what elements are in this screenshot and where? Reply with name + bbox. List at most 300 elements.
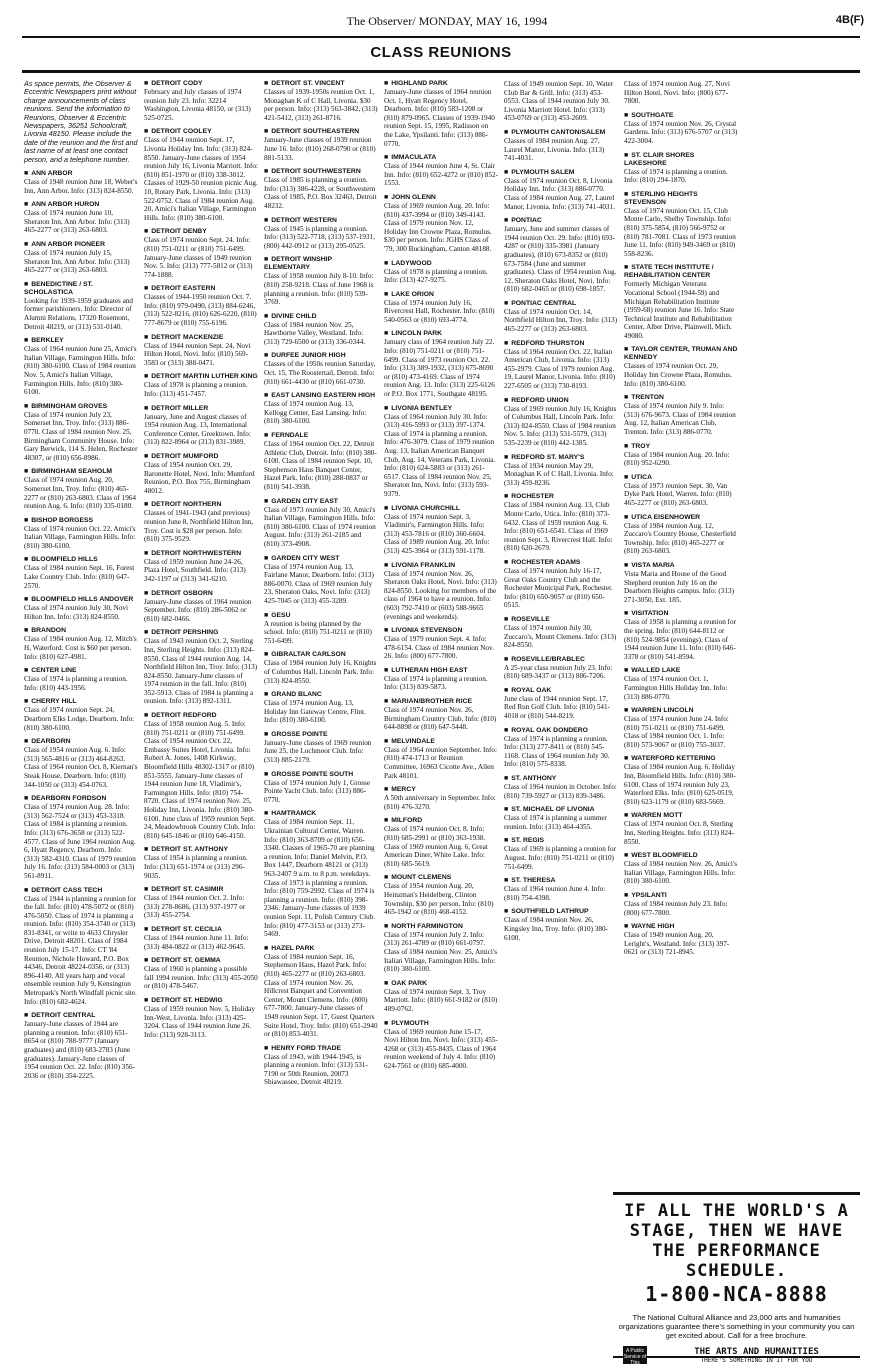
reunion-entry (24, 795, 138, 880)
top-rule (22, 36, 860, 38)
reunion-details: Looking for 1939-1959 graduates and former parishioners. Info: Director of Alumni Relations, 17320 Rosemont, Detroit 48219, or (313) 531-0140. (24, 296, 133, 331)
reunion-details: A reunion is being planned by the school. Info: (810) 751-0211 or (810) 751-6499. (264, 619, 372, 645)
school-name: ■ DETROIT CODY (144, 80, 258, 88)
reunion-entry (504, 169, 618, 211)
school-name: ■ HAMTRAMCK (264, 810, 378, 818)
reunion-details: Class of 1969 reunion June 15-17, Novi Hilton Inn, Novi. Info: (313) 455-4268 or (313) 455-8435. Class of 1964 reunion weekend of July 4. Info: (810) 624-7561 or (810) 685-4000. (384, 1027, 498, 1070)
school-name: ■ GARDEN CITY WEST (264, 555, 378, 563)
reunion-details: Class of 1954 reunion Aug. 20, Heinzman's Heidelberg, Clinton Township, $30 per person. Info: (810) 465-1942 or (810) 468-4152. (384, 882, 494, 917)
reunion-details: Class of 1974 reunion Sept. 24. Info: (810) 751-0211 or (810) 751-6499. January-June classes of 1949 reunion Nov. 5. Info: (313) 777-5812 or (313) 774-1888. (144, 236, 253, 279)
school-name: ■ DETROIT ST. HEDWIG (144, 997, 258, 1005)
reunion-entry (504, 129, 618, 163)
reunion-details: Class of 1974 is planning a reunion. Info: (313) 277-8411 or (810) 545-1168. Class of 1964 reunion July 30. Info: (810) 575-8338. (504, 734, 610, 769)
reunion-entry (624, 755, 738, 806)
reunion-entry (264, 432, 378, 492)
reunion-entry (24, 170, 138, 195)
reunion-entry (504, 775, 618, 800)
school-name: ■ DETROIT DENBY (144, 228, 258, 236)
reunion-details: Class of 1984 reunion Aug. 12, Zuccaro's Country House, Chesterfield Township. Info: (810) 465-2277 or (810) 263-6803. (624, 521, 736, 556)
reunion-entry (504, 300, 618, 334)
reunion-details: Class of 1974 reunion July 16, Rivercrest Hall, Rochester. Info: (810) 540-0563 or (810) 693-4774. (384, 298, 495, 324)
reunion-details: Class of 1974 is planning a reunion. Info: (810) 443-1956. (24, 675, 128, 692)
reunion-details: Class of 1969 reunion Aug. 20. Info: (810) 437-3994 or (810) 349-4143. Class of 1979 reunion Nov. 12, Holiday Inn Crowne Plaza, Romulus. $30 per person. Info: JGHS Class of '79, 300 Buckingham, Canton 48188. (384, 201, 492, 253)
ad-footer (613, 1346, 860, 1372)
ad-body: The National Cultural Alliance and 23,000 arts and humanities organizations guarantee there's something in your community you can get excited about. Call for a free brochure. (618, 1313, 855, 1340)
paper-dateline: The Observer/ MONDAY, MAY 16, 1994 (346, 14, 548, 28)
reunion-entry (504, 806, 618, 831)
reunion-details: Class of 1974 reunion Oct. 22, Amici's Italian Village, Farmington Hills. Info: (810) 380-6100. (24, 524, 136, 550)
reunion-details: Class of 1974 reunion Aug. 28. Info: (313) 562-7524 or (313) 453-3318. Class of 1984 is planning a reunion. Info: (313) 676-3658 or (313) 522-4577. Class of June 1964 reunion Aug. 6, Hyatt Regency, Dearborn. Info: (313) 582-4310. Class of 1979 reunion July 16. Info: (313) 584-0003 or (313) 561-8911. (24, 803, 136, 880)
reunion-entry (624, 443, 738, 468)
reunion-entry (504, 656, 618, 681)
reunion-entry (144, 334, 258, 368)
school-name: ■ BLOOMFIELD HILLS (24, 556, 138, 564)
reunion-details: Class of 1969 is planning a reunion for August. Info: (810) 751-0211 or (810) 751-6499. (504, 845, 616, 871)
ad-logo: A Public Service of This Publication (623, 1348, 648, 1372)
reunion-details: Class of 1974 is planning a reunion. Info: (313) 839-5873. (384, 674, 488, 692)
reunion-entry (144, 405, 258, 447)
school-name: ■ UTICA EISENHOWER (624, 514, 738, 522)
reunion-entry (384, 505, 498, 556)
reunion-details: Class of 1973 reunion July 30, Amici's Italian Village, Farmington Hills. Info: (810) 380-6100. Class of 1974 reunion August. Info: (313) 261-2185 and (810) 373-4908. (264, 505, 376, 548)
school-name: ■ TROY (624, 443, 738, 451)
reunion-entry (504, 454, 618, 488)
reunion-entry (24, 738, 138, 789)
reunion-details: Class of 1964 reunion Oct. 22, Italian American Club, Livonia. Info: (313) 455-2979. Class of 1979 reunion Aug. 19, Laurel Manor, Livonia. Info: (810) 227-6505 or (313) 730-8193. (504, 347, 616, 391)
reunion-details: Class of 1964 reunion September. Info: (810) 474-1713 or Reunion Committee, 16963 Cicotte Ave., Allen Park 48101. (384, 745, 497, 780)
school-name: ■ PONTIAC (504, 217, 618, 225)
reunion-details: Class of 1974 reunion July 2. Info: (313) 261-4789 or (810) 661-0797. Class of 1984 reunion Nov. 25, Amici's Italian Village, Farmington Hills. Info: (810) 380-6100. (384, 930, 498, 974)
school-name: ■ LADYWOOD (384, 260, 498, 268)
reunion-entry (264, 168, 378, 210)
reunion-details: Class of 1949 reunion Aug. 20, Leright's, Westland. Info: (313) 397-0621 or (313) 721-8945. (624, 931, 730, 957)
reunion-entry (144, 629, 258, 706)
reunion-entry (504, 217, 618, 294)
reunion-entry (144, 373, 258, 398)
ad-phone: 1-800-NCA-8888 (645, 1282, 828, 1306)
ad-headline: IF ALL THE WORLD'S A STAGE, THEN WE HAVE THE PERFORMANCE SCHEDULE. (624, 1201, 849, 1281)
reunion-details: Class of 1954 is planning a reunion. Info: (313) 651-1974 or (313) 296-9035. (144, 854, 248, 880)
school-name: ■ BLOOMFIELD HILLS ANDOVER (24, 596, 138, 604)
reunion-details: Class of 1974 reunion Aug. 13, Holiday Inn Gateway Centre, Flint. Info: (810) 380-6100. (264, 699, 366, 725)
reunion-entry (24, 887, 138, 1007)
school-name: ■ IMMACULATA (384, 154, 498, 162)
reunion-details: Classes of 1974 reunion Oct. 29, Holiday Inn Crowne Plaza, Romulus. Info: (810) 380-6100. (624, 362, 732, 388)
reunion-details: Class of 1969 reunion July 16, Knights of Columbus Hall, Lincoln Park. Info: (313) 824-8550. Class of 1984 reunion Nov. 5. Info: (313) 531-5579, (313) 535-2239 or (810) 442-1385. (504, 404, 617, 447)
reunion-entry (264, 691, 378, 725)
reunion-entry (384, 405, 498, 499)
reunion-entry (384, 923, 498, 974)
reunion-details: Class of 1974 reunion Nov. 26, Birmingham Country Club. Info: (810) 644-8898 or (810) 647-5448. (384, 706, 497, 732)
section-headline: CLASS REUNIONS (370, 44, 512, 61)
reunion-entry (624, 394, 738, 436)
reunion-entry (264, 217, 378, 251)
reunion-details: Class of 1974 reunion July 9. Info: (313) 676-9673. Class of 1984 reunion Aug. 12, Italian American Club, Trenton. Info: (313) 886-0770. (624, 402, 736, 437)
reunion-entry (144, 926, 258, 951)
school-name: ■ DETROIT REDFORD (144, 712, 258, 720)
reunion-details: Class of 1984 reunion Sept. 16, Forest Lake Country Club. Info: (810) 647-2570. (24, 564, 135, 590)
reunion-entry (504, 559, 618, 610)
reunion-details: Classes of 1941-1943 (and previous) reunion June 8, Northfield Hilton Inn, Troy. Cost is $28 per person. Info: (810) 375-9529. (144, 509, 254, 544)
reunion-details: Class of 1984 reunion Nov. 26, Kingsley Inn, Troy. Info: (810) 380-6100. (504, 916, 608, 942)
column-4 (384, 80, 498, 1355)
school-name: ■ LINCOLN PARK (384, 330, 498, 338)
school-name: ■ DETROIT CENTRAL (24, 1012, 138, 1020)
column-1 (24, 80, 138, 1355)
reunion-details: Class of 1974 reunion Oct. 1, Farmington Hills Holiday Inn. Info: (313) 886-0770. (624, 675, 728, 701)
reunion-entry (384, 817, 498, 868)
school-name: ■ ROCHESTER ADAMS (504, 559, 618, 567)
school-name: ■ TRENTON (624, 394, 738, 402)
reunion-entry (624, 852, 738, 886)
reunion-entry (384, 154, 498, 188)
reunion-details: Class of 1974 reunion July 30, Zuccaro's, Mount Clemens. Info: (313) 824-8550. (504, 623, 617, 650)
reunion-entry (264, 80, 378, 122)
reunion-details: Class of 1974 is planning a summer reunion. Info: (313) 464-4355. (504, 814, 608, 831)
reunion-entry (264, 128, 378, 162)
reunion-entry (144, 285, 258, 327)
school-name: ■ DETROIT SOUTHEASTERN (264, 128, 378, 136)
reunion-details: Class of 1949 reunion Sept. 10, Water Club Bar & Grill. Info: (313) 453-0553. Class of 1944 reunion July 30. Livonia Marriott Hotel. Info: (313) 453-0769 or (313) 453-2609. (504, 80, 614, 123)
column-5 (504, 80, 618, 1355)
reunion-details: Class of 1943 reunion Oct. 2, Sterling Inn, Sterling Heights. Info: (313) 824-8550. Class of 1944 reunion Aug. 14, Northfield Hilton Inn, Troy. Info: (313) 824-8550. January-June classes of 1974 reunion in the fall. Info: (810) 352-5913. Class of 1984 is planning a reunion. Info: (313) 892-1311. (144, 637, 258, 706)
reunion-details: Class of 1974 reunion Sept. 24, Dearborn Elks Lodge, Dearborn. Info: (810) 380-6100. (24, 706, 135, 732)
school-name: ■ PONTIAC CENTRAL (504, 300, 618, 308)
school-name: ■ OAK PARK (384, 980, 498, 988)
reunion-entry (504, 908, 618, 942)
reunion-entry (24, 517, 138, 551)
reunion-details: Class of 1974 reunion Sept. 3, Vladimir's, Farmington Hills. Info: (313) 453-7816 or (810) 360-6604. Class of 1989 reunion Aug. 20. Info: (313) 425-3964 or (313) 591-1178. (384, 512, 490, 555)
reunion-entry (624, 80, 738, 106)
reunion-details: Class of 1944 reunion June 11. Info: (313) 484-0822 or (313) 462-9645. (144, 933, 249, 951)
reunion-details: Class of 1974 reunion Oct. 14, Northfield Hilton Inn, Troy. Info: (313) 465-2277 or (313) 263-6803. (504, 307, 618, 334)
school-name: ■ GESU (264, 612, 378, 620)
school-name: ■ HIGHLAND PARK (384, 80, 498, 88)
reunion-entry (144, 957, 258, 991)
school-name: ■ DETROIT NORTHERN (144, 501, 258, 509)
reunion-details: Class of 1954 reunion Aug. 6. Info: (313) 565-4816 or (313) 464-8263. Class of 1964 reunion Oct. 8, Kiernan's Steak House, Dearborn. Info: (810) 344-1050 or (313) 454-0763. (24, 746, 138, 789)
reunion-entry (144, 590, 258, 624)
reunion-details: Class of 1959 reunion Nov. 5, Holiday Inn-West, Livonia. Info: (313) 425-3204. Class of 1944 reunion June 26. Info: (313) 928-3113. (144, 1004, 255, 1039)
reunion-entry (264, 313, 378, 347)
school-name: ■ NORTH FARMINGTON (384, 923, 498, 931)
reunion-details: January, June and summer classes of 1944 reunion Oct. 29. Info: (810) 693-4287 or (810) 335-3981 (January graduates), (810) 673-8352 or (810) 673-7584 (June and summer graduates). Class of 1954 reunion Aug. 12, Sheraton Oaks Hotel, Novi. Info: (810) 682-0465 or (810) 698-1857. (504, 225, 617, 294)
reunion-details: Classes of 1944-1950 reunion Oct. 7. Info: (810) 979-0490, (313) 884-6246, (313) 522-8216, (810) 626-6220, (810) 777-8679 or (810) 755-6196. (144, 293, 257, 328)
reunion-entry (624, 514, 738, 556)
reunion-entry (624, 610, 738, 661)
school-name: ■ MARIAN/BROTHER RICE (384, 698, 498, 706)
reunion-entry (264, 771, 378, 805)
school-name: ■ DETROIT ST. ANTHONY (144, 846, 258, 854)
school-name: ■ BERKLEY (24, 337, 138, 345)
reunion-details: Class of 1944 reunion June 4, St. Clair Inn. Info: (810) 652-4272 or (810) 852-1553. (384, 162, 498, 188)
school-name: ■ ANN ARBOR (24, 170, 138, 178)
reunion-details: Class of 1974 reunion July 23, Somerset Inn, Troy. Info: (313) 886-0770. Class of 1984 reunion Nov. 25, Birmingham Community House. Info: Gary Berwick, 114 S. Helen, Rochester 48307, or (810) 656-8986. (24, 410, 138, 462)
school-name: ■ DETROIT MUMFORD (144, 453, 258, 461)
reunion-details: Class of 1974 reunion June 24. Info: (810) 751-0211 or (810) 751-6499. Class of 1984 reunion Oct. 1. Info: (810) 573-9067 or (810) 755-3037. (624, 715, 729, 749)
school-name: ■ CHERRY HILL (24, 698, 138, 706)
reunion-details: Class of 1974 reunion Aug. 27, Novi Hilton Hotel, Novi. Info: (800) 677-7800. (624, 80, 730, 106)
school-name: ■ FERNDALE (264, 432, 378, 440)
reunion-details: Class of 1944 reunion Sept. 24, Novi Hilton Hotel, Novi. Info: (810) 569-3583 or (313) 388-0471. (144, 341, 251, 367)
reunion-entry (264, 352, 378, 386)
school-name: ■ DETROIT MARTIN LUTHER KING (144, 373, 258, 381)
arts-advertisement (613, 1192, 860, 1372)
reunion-details: Class of 1974 reunion June 10, Sheraton Inn, Ann Arbor. Info: (313) 465-2277 or (313) 263-6803. (24, 209, 130, 235)
school-name: ■ DEARBORN FORDSON (24, 795, 138, 803)
reunion-entry (24, 201, 138, 235)
reunion-details: Class of 1944 reunion Oct. 2. Info: (313) 278-8686, (313) 937-1977 or (313) 455-2754. (144, 894, 246, 920)
school-name: ■ BRANDON (24, 627, 138, 635)
reunion-details: January-June classes of 1944 are planning a reunion. Info: (810) 651-8654 or (810) 788-9777 (January graduates) and (810) 683-2783 (June graduates). January-June classes of 1954 reunion Oct. 22. Info: (810) 356-2036 or (810) 354-2225. (24, 1020, 135, 1080)
school-name: ■ ST. MICHAEL OF LIVONIA (504, 806, 618, 814)
school-name: ■ DETROIT EASTERN (144, 285, 258, 293)
reunion-details: Class of 1985 is planning a reunion. Info: (313) 386-4228, or Southwestern Class of 1985, P.O. Box 32463, Detroit 48232. (264, 176, 377, 210)
reunion-columns (24, 80, 860, 1355)
reunion-details: Class of 1934 reunion May 29, Monaghan K of C Hall, Livonia. Info: (313) 459-8236. (504, 461, 614, 487)
reunion-entry (504, 877, 618, 902)
school-name: ■ ANN ARBOR HURON (24, 201, 138, 209)
reunion-details: Class of 1984 reunion July 16, Knights of Columbus Hall, Lincoln Park. Info: (313) 824-8550. (264, 659, 377, 685)
reunion-details: Class of 1974 reunion Oct. 8, Sterling Inn, Sterling Heights. Info: (313) 824-8550. (624, 820, 734, 846)
headline-rule (22, 70, 860, 73)
reunion-details: Class of 1974 reunion Sept. 3, Troy Marriott. Info: (810) 661-9182 or (810) 489-0762. (384, 987, 498, 1013)
reunion-entry (624, 667, 738, 701)
school-name: ■ DETROIT ST. CASIMIR (144, 886, 258, 894)
school-name: ■ DETROIT WINSHIP ELEMENTARY (264, 256, 378, 272)
reunion-entry (504, 397, 618, 448)
reunion-entry (24, 667, 138, 692)
reunion-details: Class of 1984 reunion Nov. 26, Amici's Italian Village, Farmington Hills. Info: (810) 380-6100. (624, 860, 738, 886)
reunion-details: Class of 1964 reunion July 30. Info: (313) 416-5993 or (313) 397-1374. Class of 1974 is planning a reunion. Info: 476-3079. Class of 1979 reunion Aug. 13, Italian American Banquet Club, Aug. 14, Veterans Park, Livonia. Info: (810) 624-5883 or (313) 261-6517. Class of 1984 reunion Nov. 25, Sheraton Inn, Novi. Info: (313) 593-9379. (384, 412, 496, 498)
reunion-details: Class of 1945 is planning a reunion. Info: (313) 522-7718, (313) 537-1931, (800) 442-0912 or (313) 295-0525. (264, 224, 375, 250)
school-name: ■ GROSSE POINTE SOUTH (264, 771, 378, 779)
reunion-details: Class of 1958 reunion July 8-10. Info: (810) 258-9218. Class of June 1968 is planning a reunion. Info: (810) 539-3769. (264, 272, 374, 307)
reunion-entry (384, 738, 498, 780)
reunion-entry (144, 886, 258, 920)
reunion-entry (144, 550, 258, 584)
reunion-entry (624, 152, 738, 185)
school-name: ■ BIRMINGHAM SEAHOLM (24, 468, 138, 476)
reunion-entry (624, 474, 738, 508)
school-name: ■ WALLED LAKE (624, 667, 738, 675)
reunion-details: Classes of 1939-1950s reunion Oct. 1, Monaghan K of C Hall, Livonia. $30 per person. Info: (313) 563-3842, (313) 421-5412, (313) 261-8716. (264, 88, 378, 122)
column-3 (264, 80, 378, 1355)
reunion-details: Class of 1944 reunion Sept. 17, Livonia Holiday Inn. Info: (313) 824-8550. January-June classes of 1954 reunion July 16, Livonia Marriott. Info: (810) 851-1970 or (810) 338-3012. Classes of 1929-50 reunion picnic Aug. 10, Rotary Park, Livonia. Info: (313) 522-0752. Class of 1984 reunion Aug. 20, Amici's Italian Village, Farmington Hills. Info: (810) 380-6100. (144, 136, 258, 222)
school-name: ■ BIRMINGHAM GROVES (24, 403, 138, 411)
school-name: ■ MERCY (384, 786, 498, 794)
reunion-details: A 50th anniversary in September. Info: (810) 476-3270. (384, 794, 496, 811)
reunion-details: Formerly Michigan Veterans Vocational School (1944-59) and Michigan Rehabilitation Institute (1959-68) reunion June 16. Info: State Technical Institute and Rehabilitation Center, Alber Drive, Plainwell, Mich. 49080. (624, 280, 735, 340)
reunion-details: Class of 1960 is planning a possible fall 1994 reunion. Info: (313) 455-2050 or (810) 478-5467. (144, 965, 258, 991)
school-name: ■ ROCHESTER (504, 493, 618, 501)
reunion-details: Class of 1978 is planning a reunion. Info: (313) 427-9275. (384, 267, 488, 285)
reunion-entry (144, 453, 258, 495)
reunion-entry (264, 651, 378, 685)
school-name: ■ WAYNE HIGH (624, 923, 738, 931)
ad-sign-title: THE ARTS AND HUMANITIES (694, 1346, 819, 1357)
reunion-entry (624, 112, 738, 146)
school-name: ■ BISHOP BORGESS (24, 517, 138, 525)
reunion-entry (24, 1012, 138, 1080)
reunion-details: Class of 1974 reunion Aug. 20, Somerset Inn, Troy. Info: (810) 465-2277 or (810) 263-6803. Class of 1964 reunion Aug. 6. Info: (810) 335-0180. (24, 476, 136, 511)
school-name: ■ DETROIT SOUTHWESTERN (264, 168, 378, 176)
school-name: ■ MILFORD (384, 817, 498, 825)
reunion-entry (504, 616, 618, 650)
reunion-details: Class of 1974 reunion Aug. 13, Fairlane Manor, Dearborn. Info: (313) 886-0070. Class of 1969 reunion July 23, Sheraton Oaks, Novi. Info: (313) 425-7045 or (313) 455-3289. (264, 562, 374, 605)
school-name: ■ DETROIT NORTHWESTERN (144, 550, 258, 558)
school-name: ■ DETROIT ST. VINCENT (264, 80, 378, 88)
reunion-details: January-June classes of 1964 reunion September. Info: (810) 286-5062 or (810) 682-0466. (144, 597, 252, 623)
school-name: ■ EAST LANSING EASTERN HIGH (264, 392, 378, 400)
reunion-details: Class of 1974 reunion July 30, Novi Hilton Inn. Info: (313) 824-8550. (24, 604, 129, 621)
school-name: ■ GARDEN CITY EAST (264, 498, 378, 506)
school-name: ■ STATE TECH INSTITUTE / REHABILITATION CENTER (624, 264, 738, 280)
reunion-details: Class of 1948 reunion June 18, Weber's Inn, Ann Arbor. Info: (313) 824-8550. (24, 178, 138, 195)
school-name: ■ GIBRALTAR CARLSON (264, 651, 378, 659)
reunion-details: January-June classes of 1964 reunion Oct. 1, Hyatt Regency Hotel, Dearborn. Info: (810) 583-1208 or (810) 879-0965. Classes of 1939-1940 reunion Sept. 15, 1995, Radisson on the Lake, Ypsilanti. Info: (313) 886-0770. (384, 88, 495, 148)
reunion-entry (384, 291, 498, 325)
reunion-entry (24, 403, 138, 463)
reunion-entry (624, 346, 738, 388)
reunion-details: Class of 1973 reunion Sept. 30, Van Dyke Park Hotel, Warren. Info: (810) 465-2277 or (810) 263-6803. (624, 481, 732, 507)
reunion-entry (24, 337, 138, 397)
school-name: ■ ST. REGIS (504, 837, 618, 845)
school-name: ■ WARREN LINCOLN (624, 707, 738, 715)
reunion-details: Class of 1974 reunion Aug. 13, Kellogg Center, East Lansing. Info: (810) 380-6100. (264, 400, 367, 426)
reunion-entry (624, 812, 738, 846)
reunion-details: January, June and August classes of 1954 reunion Aug. 13, International Conference Center, Greektown. Info: (313) 822-8964 or (313) 831-3989. (144, 412, 251, 447)
reunion-entry (264, 810, 378, 938)
school-name: ■ HAZEL PARK (264, 945, 378, 953)
reunion-details: Class of 1974 reunion July 1, Grosse Pointe Yacht Club. Info: (313) 886-0770. (264, 778, 371, 804)
reunion-details: Class of 1958 is planning a reunion for the spring. Info: (810) 644-8112 or (810) 524-9854 (evenings). Class of 1944 reunion June 11. Info: (810) 646-3378 or (810) 541-8594. (624, 618, 736, 661)
reunion-entry (504, 80, 618, 123)
reunion-entry (384, 667, 498, 692)
column-2 (144, 80, 258, 1355)
reunion-details: January class of 1964 reunion July 22. Info: (810) 751-0211 or (810) 751-6499. Class of 1973 reunion Oct. 22. Info: (313) 389-1932, (313) 675-8690 or (810) 473-4169. Class of 1974 reunion Aug. 13. Info: (313) 225-6126 or P.O. Box 1771, Southgate 48195. (384, 338, 495, 399)
school-name: ■ LIVONIA FRANKLIN (384, 562, 498, 570)
school-name: ■ DURFEE JUNIOR HIGH (264, 352, 378, 360)
school-name: ■ DIVINE CHILD (264, 313, 378, 321)
reunion-details: Class of 1974 reunion Nov. 26, Crystal Gardens. Info: (313) 676-5707 or (313) 422-3004. (624, 119, 738, 145)
reunion-entry (624, 707, 738, 749)
school-name: ■ WARREN MOTT (624, 812, 738, 820)
reunion-details: Class of 1984 reunion Sept. 11, Ukrainian Cultural Center, Warren. Info: (810) 363-8709 or (810) 656-3340. Classes of 1965-70 are planning a reunion. Info: Daniel Melvin, P.O. Box 1447, Dearborn 48121 or (313) 963-2407 9 a.m. to 8 p.m. weekdays. Class of 1973 is planning a reunion. Info: (810) 759-2992. Class of 1974 is planning a reunion. Info: (810) 398-2346. January-June classes of 1939 reunion Sept. 11, Polish Century Club. Info: (810) 477-3153 or (313) 273-5469. (264, 818, 376, 939)
school-name: ■ LUTHERAN HIGH EAST (384, 667, 498, 675)
reunion-details: Class of 1974 reunion Oct. 8, Livonia Holiday Inn. Info: (313) 886-0770. Class of 1984 reunion Aug. 27, Laurel Manor, Livonia. Info: (313) 741-4031. (504, 176, 615, 211)
reunion-entry (504, 837, 618, 871)
reunion-entry (624, 191, 738, 259)
reunion-entry (24, 468, 138, 510)
reunion-entry (144, 997, 258, 1039)
reunion-entry (384, 330, 498, 398)
reunion-entry (24, 596, 138, 621)
school-name: ■ WATERFORD KETTERING (624, 755, 738, 763)
reunion-details: Class of 1974 reunion Oct. 8. Info: (810) 685-2991 or (810) 363-1938. Class of 1969 reunion Aug. 6, Great American Diner, White Lake. Info: (810) 685-5619. (384, 825, 488, 868)
reunion-details: Class of 1984 reunion Aug. 13, Club Monte Carlo, Utica. Info: (810) 373-6432. Class of 1959 reunion Aug. 6. Info: (810) 651-6541. Class of 1969 reunion Sept. 3, Rivercrest Hall. Info: (810) 620-2679. (504, 501, 613, 553)
school-name: ■ VISTA MARIA (624, 562, 738, 570)
reunion-details: June class of 1944 reunion Sept. 17, Red Run Golf Club. Info: (810) 541-4018 or (810) 544-8219. (504, 694, 611, 721)
school-name: ■ PLYMOUTH SALEM (504, 169, 618, 177)
reunion-details: Class of 1974 reunion Oct. 15, Club Monte Carlo, Shelby Township. Info: (810) 375-5854, (810) 566-9752 or (810) 781-7081. Class of 1973 reunion June 11. Info: (810) 949-3469 or (810) 558-8236. (624, 206, 736, 258)
school-name: ■ LIVONIA BENTLEY (384, 405, 498, 413)
reunion-details: Class of 1984 reunion July 23. Info: (800) 677-7800. (624, 900, 728, 917)
reunion-details: Class of 1974 reunion July 15, Sheraton Inn, Ann Arbor. Info: (313) 465-2277 or (313) 263-6803. (24, 249, 130, 275)
school-name: ■ CENTER LINE (24, 667, 138, 675)
school-name: ■ ST. ANTHONY (504, 775, 618, 783)
reunion-details: Class of 1964 reunion Oct. 22, Detroit Athletic Club, Detroit. Info: (810) 380-6100. Class of 1984 reunion Sept. 10, Stephenson Haus Banquet Center, Hazel Park. Info: (810) 288-0837 or (810) 541-3938. (264, 440, 377, 491)
school-name: ■ DETROIT MILLER (144, 405, 258, 413)
school-name: ■ TAYLOR CENTER, TRUMAN AND KENNEDY (624, 346, 738, 362)
reunion-entry (264, 256, 378, 306)
reunion-details: Class of 1964 reunion in October. Info: (810) 739-5927 or (313) 839-3486. (504, 783, 617, 800)
page-number: 4B(F) (835, 14, 864, 26)
school-name: ■ WEST BLOOMFIELD (624, 852, 738, 860)
reunion-details: Class of 1974 reunion July 16-17, Great Oaks Country Club and the Rochester Municipal Park, Rochester. Info: (810) 650-9057 or (810) 650-0515. (504, 566, 613, 610)
reunion-details: Class of 1944 is planning a reunion for the fall. Info: (810) 478-5072 or (810) 476-5050. Class of 1974 is planning a reunion. Info: (810) 354-3740 or (313) 831-8341, or write to 4633 Chrysler Drive, Detroit 48201. Class of 1984 reunion July 15-17. Info: CT '84 Reunion, Nichole Howard, P.O. Box 44346, Detroit 48224-0356, or (313) 896-4140. All years harp and vocal ensemble reunion July 9, Kensington Metropark's North Windfall picnic site. Info: (810) 682-4624. (24, 894, 137, 1006)
school-name: ■ SOUTHFIELD LATHRUP (504, 908, 618, 916)
school-name: ■ UTICA (624, 474, 738, 482)
masthead (22, 14, 872, 36)
reunion-details: Class of 1943, with 1944-1945, is planning a reunion. Info: (313) 531-7190 or 50th Reunion, 20073 Shiawassee, Detroit 48219. (264, 1052, 368, 1087)
reunion-details: Class of 1974 is planning a reunion. Info: (810) 294-1870. (624, 167, 728, 185)
school-name: ■ VISITATION (624, 610, 738, 618)
reunion-details: Class of 1984 reunion Sept. 16, Stephenson Haus, Hazel Park. Info: (810) 465-2277 or (810) 263-6803. Class of 1974 reunion Nov. 26, Hillcrest Banquet and Convention Center, Mount Clemens. Info: (800) 677-7800. January-June classes of 1949 reunion Sept. 17, Guest Quarters Suite Hotel, Troy. Info: (810) 651-2940 or (810) 853-4031. (264, 952, 378, 1039)
reunion-details: Classes of 1984 reunion Aug. 27, Laurel Manor, Livonia. Info: (313) 741-4031. (504, 136, 605, 163)
reunion-entry (144, 501, 258, 543)
reunion-entry (264, 1045, 378, 1087)
intro-note: As space permits, the Observer & Eccentric Newspapers print without charge announcements of class reunions. Send the information to Reunions, Observer & Eccentric Newspapers, 36251 Schoolcraft, Livonia 48150. Please include the date of the reunion and the first and last name of at least one contact person, and a telephone number. (24, 79, 138, 164)
school-name: ■ DETROIT MACKENZIE (144, 334, 258, 342)
school-name: ■ BENEDICTINE / ST. SCHOLASTICA (24, 281, 138, 297)
school-name: ■ ST. THERESA (504, 877, 618, 885)
reunion-entry (384, 1020, 498, 1071)
reunion-entry (384, 874, 498, 916)
reunion-entry (384, 786, 498, 811)
reunion-entry (504, 493, 618, 553)
reunion-entry (264, 731, 378, 765)
school-name: ■ ROYAL OAK DONDERO (504, 727, 618, 735)
school-name: ■ STERLING HEIGHTS STEVENSON (624, 191, 738, 207)
school-name: ■ DETROIT COOLEY (144, 128, 258, 136)
school-name: ■ JOHN GLENN (384, 194, 498, 202)
reunion-entry (384, 627, 498, 661)
school-name: ■ LIVONIA CHURCHILL (384, 505, 498, 513)
school-name: ■ REDFORD UNION (504, 397, 618, 405)
reunion-details: Class of 1984 reunion Aug. 12, Mitch's H, Waterford. Cost is $60 per person. Info: (810) 627-4981. (24, 635, 137, 661)
reunion-entry (24, 241, 138, 275)
reunion-details: Class of 1984 reunion Nov. 25, Hawthorne Valley, Westland. Info: (313) 729-6500 or (313) 336-0344. (264, 320, 366, 346)
reunion-details: Class of 1974 reunion Nov. 26, Sheraton Oaks Hotel, Novi. Info: (313) 824-8550. Looking for members of the class of 1964 to have a reunion. Info: (603) 792-7410 or (603) 588-9665 (evenings and weekends). (384, 569, 497, 621)
column-6 (624, 80, 738, 1355)
reunion-details: Class of 1979 reunion Sept. 4. Info: 478-6154. Class of 1984 reunion Nov. 26. Info: (800) 677-7800. (384, 635, 494, 661)
reunion-entry (24, 281, 138, 331)
school-name: ■ DETROIT WESTERN (264, 217, 378, 225)
school-name: ■ LAKE ORION (384, 291, 498, 299)
reunion-entry (24, 556, 138, 590)
school-name: ■ REDFORD ST. MARY'S (504, 454, 618, 462)
school-name: ■ DETROIT CASS TECH (24, 887, 138, 895)
reunion-entry (144, 846, 258, 880)
school-name: ■ HENRY FORD TRADE (264, 1045, 378, 1053)
school-name: ■ ST. CLAIR SHORES LAKESHORE (624, 152, 738, 168)
school-name: ■ GROSSE POINTE (264, 731, 378, 739)
reunion-details: Class of 1978 is planning a reunion. Info: (313) 451-7457. (144, 381, 248, 399)
school-name: ■ ANN ARBOR PIONEER (24, 241, 138, 249)
reunion-entry (144, 228, 258, 279)
school-name: ■ ROSEVILLE/BRABLEC (504, 656, 618, 664)
